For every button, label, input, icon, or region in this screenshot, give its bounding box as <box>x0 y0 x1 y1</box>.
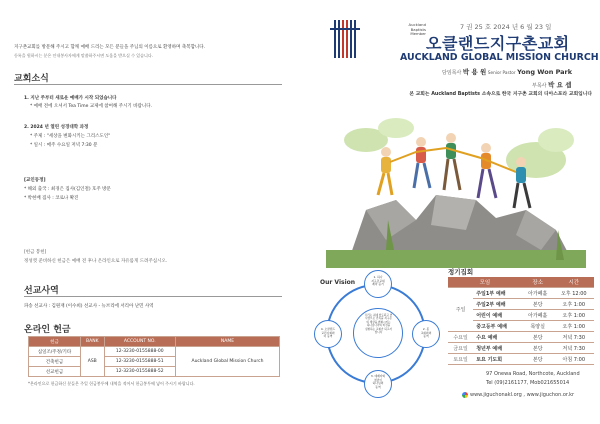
offering-type: 선교헌금 <box>29 367 81 377</box>
church-address: 97 Onewa Road, Northcote, Auckland <box>486 371 580 377</box>
col-time: 시간 <box>554 277 594 288</box>
meeting-name: 수요 예배 <box>473 332 522 343</box>
vision-node-2 <box>412 320 440 348</box>
meeting-time: 오후 1:00 <box>554 299 594 310</box>
meeting-name: 어린이 예배 <box>473 310 522 321</box>
online-offering-table <box>28 336 280 377</box>
meeting-place: 목양실 <box>522 321 554 332</box>
offering-head: [헌금 봉헌] <box>24 250 47 255</box>
issue-date: 7 권 25 호 2024 년 6 월 23 일 <box>460 23 552 31</box>
meeting-name: 주일2부 예배 <box>473 299 522 310</box>
col-name: NAME <box>175 337 279 347</box>
news-2-head: 2. 2024 년 열린 성경대학 과정 <box>24 125 89 130</box>
meeting-group: 수요일 <box>448 332 473 343</box>
assoc-kr: 박 요 셉 <box>548 81 572 89</box>
news-2-line1: * 주제 : "세상을 변화시키는 그리스도인" <box>30 134 111 139</box>
vision-node-1-text: 1. 하나 지구촌교회 제자 증거 <box>371 275 385 286</box>
meeting-place: 본당 <box>522 343 554 354</box>
offering-type: 십일조/주정/기타 <box>29 347 81 357</box>
church-name-en: AUCKLAND GLOBAL MISSION CHURCH <box>400 52 599 63</box>
web-icon <box>462 392 468 398</box>
church-name-kr: 오클랜드지구촌교회 <box>426 34 570 53</box>
news-2-line2: * 일시 : 매주 수요일 저녁 7:30 분 <box>30 143 98 148</box>
meeting-group: 금요일 <box>448 343 473 354</box>
table-row <box>448 332 594 343</box>
meeting-time: 오후 1:00 <box>554 310 594 321</box>
meeting-group: 토요일 <box>448 354 473 365</box>
pastoral-2: * 박현배 집사 : 코로나 확진 <box>24 196 79 201</box>
church-tagline: 본 교회는 Auckland Baptists 소속으로 한국 지구촌 교회의 디아스포라 교회입니다 <box>409 92 592 97</box>
mission-line: 파송 선교사 : 김원재 (이수희) 선교사 - 뉴브리에 서리아 난민 사역 <box>24 304 154 309</box>
online-title: 온라인 헌금 <box>24 325 71 335</box>
meeting-name: 토요 기도회 <box>473 354 522 365</box>
meeting-place: 아가페홀 <box>522 288 554 299</box>
meeting-time: 저녁 7:30 <box>554 343 594 354</box>
mission-divider <box>24 296 282 297</box>
worship-schedule-table <box>448 277 594 365</box>
col-account: ACCOUNT NO. <box>104 337 175 347</box>
meeting-time: 아침 7:00 <box>554 354 594 365</box>
meeting-place: 본당 <box>522 354 554 365</box>
col-place: 장소 <box>522 277 554 288</box>
climbing-illustration <box>326 100 586 268</box>
news-divider <box>14 84 282 85</box>
vision-center-text: 우리는 최대 한도되고 연 사랑으로 만족을 지구촌 의 세상을 변화시키는 하나님나라의 비전을 실현하는 교회가 되고자 합니다 <box>364 314 393 335</box>
pastoral-head: [교인동정] <box>24 178 46 183</box>
assoc-label: 부목사 <box>532 83 547 89</box>
table-row <box>448 288 594 299</box>
pastor-line <box>442 67 572 76</box>
meeting-place: 본당 <box>522 299 554 310</box>
pastor-label: 담임목사 <box>442 70 462 76</box>
meeting-name: 주일1부 예배 <box>473 288 522 299</box>
account-number: 12-3230-0155888-52 <box>104 367 175 377</box>
logo-small-3: Member <box>410 31 426 37</box>
intro-text-2: 등록을 원하시는 분은 안내봉사자에게 말씀하주시면 도움을 받으실 수 있습니다. <box>14 53 153 58</box>
worship-title: 정기집회 <box>448 268 474 276</box>
table-row <box>29 347 280 357</box>
account-number: 12-3230-0155888-51 <box>104 357 175 367</box>
church-phone: Tel (09)2161177, Mob021655014 <box>486 380 570 386</box>
church-website[interactable]: www.jiguchonakl.org , www.jiguchon.or.kr <box>470 392 575 398</box>
vision-title: Our Vision <box>320 279 356 286</box>
logo-small-1: Auckland <box>408 22 426 27</box>
vision-node-1 <box>364 270 392 298</box>
vision-node-4 <box>314 320 342 348</box>
col-meeting: 모임 <box>448 277 522 288</box>
table-row <box>448 343 594 354</box>
online-note: *온라인으로 헌금하신 분들은 주일 헌금봉투에 내역을 적어서 헌금봉투에 넣어 주시기 바랍니다. <box>28 381 195 386</box>
meeting-group: 주일 <box>448 288 473 332</box>
pastor-en: Yong Won Park <box>517 68 573 76</box>
col-offering: 헌금 <box>29 337 81 347</box>
bank-name: ASB <box>80 347 104 377</box>
news-1-head: 1. 지난 주부터 새로운 예배가 시작 되었습니다 <box>24 96 117 101</box>
col-bank: BANK <box>80 337 104 347</box>
meeting-time: 오후 1:00 <box>554 321 594 332</box>
assoc-line <box>532 80 571 89</box>
pastor-kr: 박 용 원 <box>462 68 487 76</box>
vision-center <box>353 308 403 358</box>
mission-title: 선교사역 <box>24 286 59 296</box>
vision-node-4-text: 4. 오클랜드 교민사회와 더 동역 <box>320 327 336 338</box>
meeting-place: 본당 <box>522 332 554 343</box>
baptist-member-label <box>398 23 426 37</box>
logo-small-2: Baptists <box>410 26 426 32</box>
table-row <box>448 354 594 365</box>
meeting-time: 저녁 7:30 <box>554 332 594 343</box>
meeting-time: 오후 12:00 <box>554 288 594 299</box>
account-name: Auckland Global Mission Church <box>175 347 279 377</box>
news-1-line: * 예배 전에 오셔서 Tea Time 교제에 참여해 주시기 바랍니다. <box>30 104 153 109</box>
vision-node-3 <box>364 370 392 398</box>
offering-type: 건축헌금 <box>29 357 81 367</box>
offering-line: 정성껏 준비하신 헌금은 예배 전 후나 온라인으로 자유롭게 드려주십시오. <box>24 259 168 264</box>
news-title: 교회소식 <box>14 74 49 84</box>
meeting-name: 중고등부 예배 <box>473 321 522 332</box>
vision-node-3-text: 3. 예배자와 청년이 하나님의 동역 <box>370 374 386 389</box>
meeting-place: 아가페홀 <box>522 310 554 321</box>
church-logo-icon <box>330 18 398 60</box>
pastoral-1: * 해외 출국 : 최경은 집사(김인철) 호주 방문 <box>24 187 111 192</box>
vision-node-2-text: 2. 봉 교회와의 동역 <box>420 327 432 338</box>
meeting-name: 청년부 예배 <box>473 343 522 354</box>
pastor-en-label: Senior Pastor <box>487 70 516 75</box>
account-number: 12-3230-0155888-00 <box>104 347 175 357</box>
intro-text-1: 지구촌교회를 방문해 주시고 함께 예배 드리는 모든 분들을 주님의 이름으로 환영하며 축복합니다. <box>14 45 206 50</box>
